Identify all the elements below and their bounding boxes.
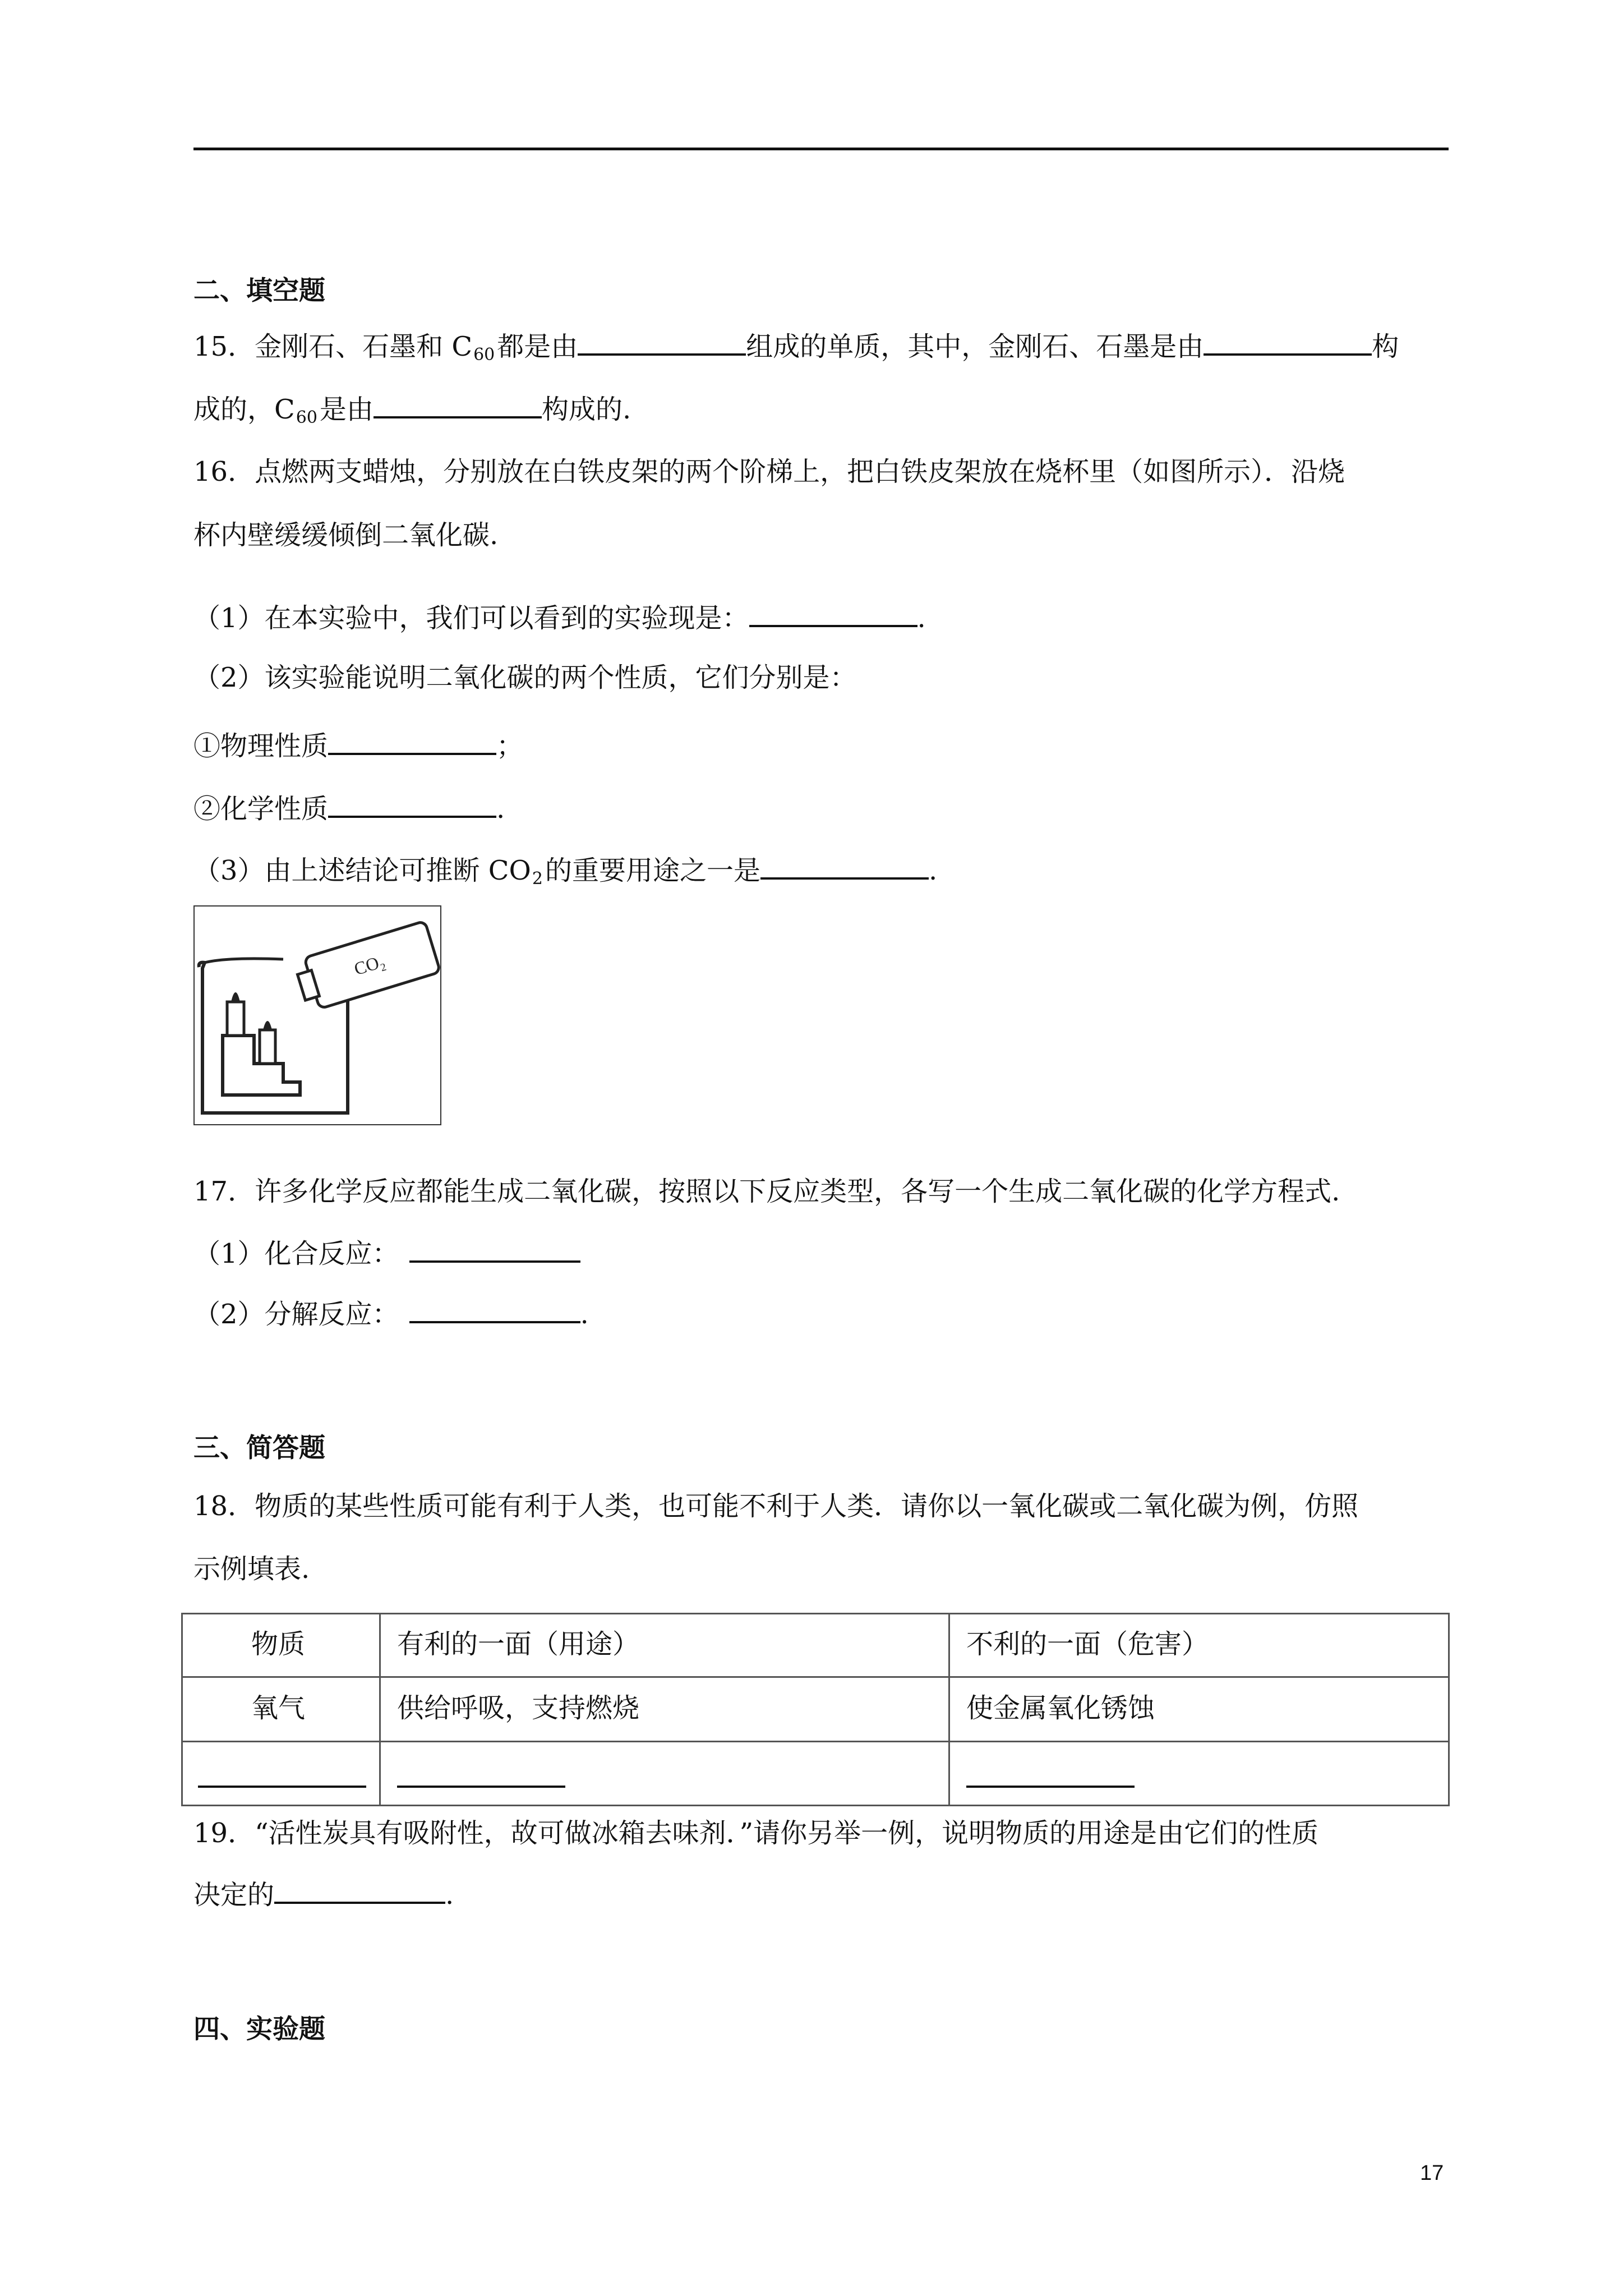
period: .	[917, 602, 926, 634]
q16-blank-chemical[interactable]	[328, 792, 496, 818]
table-header-benefit: 有利的一面（用途）	[397, 1628, 640, 1660]
page-number: 17	[1420, 2161, 1444, 2185]
question-18-line-1: 18．物质的某些性质可能有利于人类，也可能不利于人类．请你以一氧化碳或二氧化碳为例，仿照	[193, 1490, 1359, 1522]
question-16-line-1: 16．点燃两支蜡烛，分别放在白铁皮架的两个阶梯上，把白铁皮架放在烧杯里（如图所示）．沿烧	[193, 456, 1345, 487]
q15-blank-3[interactable]	[374, 393, 542, 418]
property-table	[181, 1613, 1450, 1806]
candle-left	[227, 1002, 244, 1036]
q16-physical-property	[193, 729, 523, 763]
candle-right	[260, 1030, 275, 1064]
header-rule	[193, 148, 1449, 150]
q15-text-f: 是由	[319, 394, 374, 425]
question-19-line-1: 19．“活性炭具有吸附性，故可做冰箱去味剂．”请你另举一例，说明物质的用途是由它们的性质	[193, 1818, 1319, 1849]
q15-blank-1[interactable]	[578, 330, 746, 356]
q16-physical-label: ①物理性质	[193, 730, 329, 762]
question-18-line-2: 示例填表.	[193, 1553, 310, 1585]
table-cell-oxygen: 氧气	[251, 1692, 306, 1724]
q16-part-2: （2）该实验能说明二氧化碳的两个性质，它们分别是：	[193, 662, 857, 693]
table-cell-oxygen-benefit: 供给呼吸，支持燃烧	[397, 1692, 640, 1724]
table-rule	[181, 1741, 1450, 1742]
question-19-line-2	[193, 1878, 454, 1912]
table-rule	[1448, 1613, 1450, 1806]
q19-text: 决定的	[193, 1879, 275, 1911]
q19-blank[interactable]	[274, 1878, 445, 1904]
q15-c60-subscript: 60	[473, 345, 495, 365]
table-header-substance: 物质	[251, 1628, 306, 1660]
q16-blank-phenomenon[interactable]	[749, 601, 917, 627]
q16-part-3-text-b: 的重要用途之一是	[545, 855, 760, 886]
q16-chemical-label: ②化学性质	[193, 793, 329, 825]
q15-text-e: 成的，C	[193, 394, 295, 425]
section-heading-fill-blank: 二、填空题	[193, 275, 325, 306]
q16-blank-physical[interactable]	[328, 729, 496, 755]
question-17-line-1: 17．许多化学反应都能生成二氧化碳，按照以下反应类型，各写一个生成二氧化碳的化学方程式.	[193, 1176, 1340, 1207]
q16-co2-subscript: 2	[532, 869, 543, 889]
semicolon: ；	[496, 730, 524, 762]
q16-chemical-property	[193, 792, 505, 826]
q15-text-c: 组成的单质，其中，金刚石、石墨是由	[746, 331, 1204, 362]
question-15-line-1	[193, 330, 1399, 372]
section-heading-short-answer: 三、简答题	[193, 1433, 325, 1464]
table-blank-benefit[interactable]	[397, 1786, 565, 1788]
table-blank-substance[interactable]	[198, 1786, 366, 1788]
q17-part-1	[193, 1237, 580, 1271]
question-15-line-2	[193, 393, 631, 435]
table-rule	[181, 1613, 183, 1806]
table-rule	[379, 1613, 381, 1806]
q16-part-1	[193, 601, 926, 635]
q17-part-1-text: （1）化合反应：	[193, 1238, 399, 1269]
co2-bottle-label: CO₂	[351, 950, 388, 979]
beaker-candles-figure	[193, 905, 441, 1125]
q17-part-2-text: （2）分解反应：	[193, 1299, 399, 1330]
q16-part-3-text-a: （3）由上述结论可推断 CO	[193, 855, 531, 886]
period: .	[929, 855, 938, 886]
table-rule	[948, 1613, 950, 1806]
table-blank-harm[interactable]	[966, 1786, 1135, 1788]
q16-blank-use[interactable]	[760, 854, 929, 880]
q17-blank-decomposition[interactable]	[409, 1297, 580, 1323]
table-header-harm: 不利的一面（危害）	[966, 1628, 1209, 1660]
period: .	[445, 1879, 454, 1911]
q15-text-d: 构	[1372, 331, 1399, 362]
q16-part-3	[193, 854, 937, 896]
question-16-line-2: 杯内壁缓缓倾倒二氧化碳.	[193, 519, 499, 551]
table-rule	[181, 1613, 1450, 1614]
table-rule	[181, 1805, 1450, 1806]
q16-part-1-text: （1）在本实验中，我们可以看到的实验现是：	[193, 602, 749, 634]
q15-c60-subscript-2: 60	[296, 408, 317, 427]
period: .	[496, 793, 505, 825]
q15-blank-2[interactable]	[1204, 330, 1372, 356]
q17-blank-combination[interactable]	[409, 1237, 580, 1263]
period: .	[580, 1299, 589, 1330]
q15-text-g: 构成的.	[541, 394, 631, 425]
table-rule	[181, 1676, 1450, 1678]
table-cell-oxygen-harm: 使金属氧化锈蚀	[966, 1692, 1155, 1724]
q17-part-2	[193, 1297, 589, 1331]
q15-text-a: 15．金刚石、石墨和 C	[193, 331, 473, 362]
section-heading-experiment: 四、实验题	[193, 2014, 325, 2045]
q15-text-b: 都是由	[497, 331, 578, 362]
